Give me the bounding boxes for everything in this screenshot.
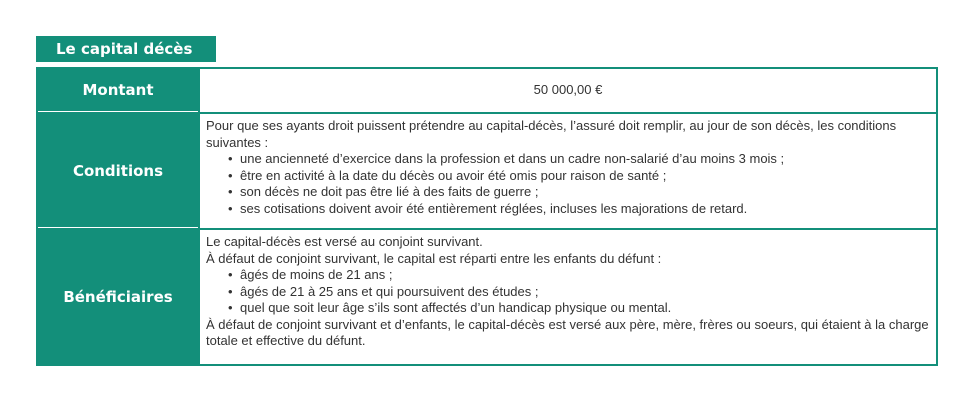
table-row-conditions [38, 112, 936, 228]
beneficiaires-list [206, 267, 930, 317]
beneficiaires-content [198, 230, 936, 364]
list-item: • ses cotisations doivent avoir été entièrement réglées, incluses les majorations de retard. [228, 201, 930, 218]
row-label-montant: Montant [38, 69, 198, 112]
list-item: • âgés de moins de 21 ans ; [228, 267, 930, 284]
row-label-beneficiaires: Bénéficiaires [38, 230, 198, 364]
table-row-montant [38, 69, 936, 112]
beneficiaires-closing: À défaut de conjoint survivant et d’enfants, le capital-décès est versé aux père, mère, frères ou soeurs, qui étaient à la charge totale et effective du défunt. [206, 316, 929, 348]
montant-amount: 50 000,00 € [533, 82, 603, 98]
beneficiaires-line-2: À défaut de conjoint survivant, le capital est réparti entre les enfants du défunt : [206, 250, 662, 266]
row-label-conditions: Conditions [38, 114, 198, 228]
conditions-intro: Pour que ses ayants droit puissent prétendre au capital-décès, l’assuré doit remplir, au jour de son décès, les conditions suivantes : [206, 118, 897, 150]
list-item: • une ancienneté d’exercice dans la profession et dans un cadre non-salarié d’au moins 3 mois ; [228, 151, 930, 168]
list-item: • être en activité à la date du décès ou avoir été omis pour raison de santé ; [228, 168, 930, 185]
capital-deces-table [36, 67, 938, 366]
list-item: • âgés de 21 à 25 ans et qui poursuivent des études ; [228, 284, 930, 301]
section-title: Le capital décès [36, 36, 216, 62]
conditions-list [206, 151, 930, 217]
montant-value [198, 69, 936, 112]
table-row-beneficiaires [38, 228, 936, 364]
list-item: • son décès ne doit pas être lié à des faits de guerre ; [228, 184, 930, 201]
beneficiaires-line-1: Le capital-décès est versé au conjoint survivant. [206, 234, 483, 249]
list-item: • quel que soit leur âge s’ils sont affectés d’un handicap physique ou mental. [228, 300, 930, 317]
conditions-content [198, 114, 936, 228]
